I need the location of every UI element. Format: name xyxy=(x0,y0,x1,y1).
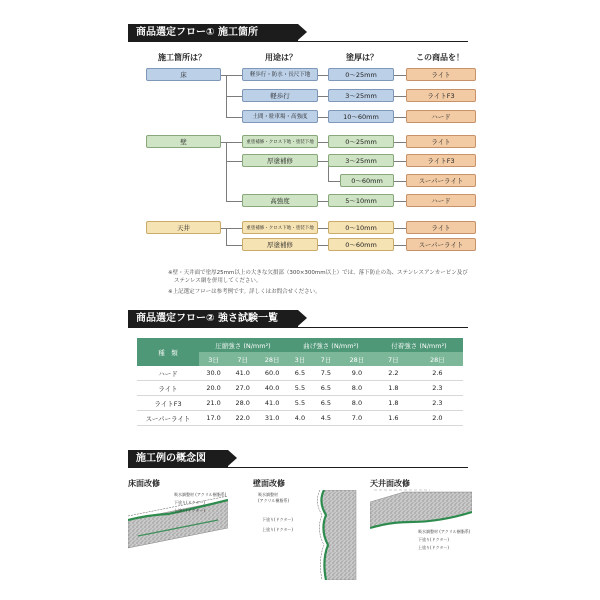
ceiling-label-2: 下塗り(ドクター) xyxy=(418,537,449,542)
use-box-5: 厚塗補修 xyxy=(242,154,318,167)
thickness-box-6: 0～60mm xyxy=(340,174,394,187)
section2-title: 商品選定フロー② 強さ試験一覧 xyxy=(136,313,278,324)
use-box-7: 重塗補修・クロス下地・塗装下地 xyxy=(242,221,318,234)
day-header: 28日 xyxy=(257,352,287,366)
thickness-box-2: 3～25mm xyxy=(328,89,394,102)
thickness-box-3: 10～60mm xyxy=(328,110,394,123)
thickness-box-1: 0～25mm xyxy=(328,68,394,81)
thickness-box-4: 0～25mm xyxy=(328,135,394,148)
table-cell: 5.5 xyxy=(287,396,313,411)
note-1b: ステンレス網を併用してください。 xyxy=(174,278,262,284)
table-row xyxy=(137,411,463,426)
day-header: 7日 xyxy=(228,352,257,366)
strength-table xyxy=(137,338,463,426)
table-row xyxy=(137,366,463,381)
table-cell: 8.0 xyxy=(339,396,375,411)
day-header: 28日 xyxy=(339,352,375,366)
table-cell: 41.0 xyxy=(257,396,287,411)
place-ceiling: 天井 xyxy=(146,221,221,234)
thickness-box-7: 5～10mm xyxy=(328,194,394,207)
product-box-6: スーパーライト xyxy=(406,174,476,187)
floor-label-3: 上塗り(ドクター) xyxy=(174,508,205,513)
table-cell: 4.0 xyxy=(287,411,313,426)
product-box-9: スーパーライト xyxy=(406,238,476,251)
wall-label-4: 上塗り(ドクター) xyxy=(262,527,293,532)
section3-title: 施工例の概念図 xyxy=(136,453,206,464)
header-use: 用途は？ xyxy=(265,53,297,62)
table-cell: 7.5 xyxy=(313,366,339,381)
table-cell: 21.0 xyxy=(199,396,228,411)
item-header: 種 類 xyxy=(137,338,199,366)
wall-label-1: 吸水調整材 xyxy=(258,492,278,497)
day-header: 28日 xyxy=(412,352,463,366)
section2-header xyxy=(128,310,298,327)
ceiling-label-1: 吸水調整材 (アクリル樹脂系) xyxy=(418,529,471,534)
row-name: スーパーライト xyxy=(137,411,199,426)
use-box-8: 厚塗補修 xyxy=(242,238,318,251)
floor-label-1: 吸水調整材 (アクリル樹脂系) xyxy=(174,492,227,497)
table-cell: 4.5 xyxy=(313,411,339,426)
table-cell: 2.3 xyxy=(412,381,463,396)
use-box-3: 土間・駐車場・高強度 xyxy=(242,110,318,123)
table-cell: 27.0 xyxy=(228,381,257,396)
day-header: 3日 xyxy=(199,352,228,366)
place-floor: 床 xyxy=(146,68,221,81)
table-cell: 9.0 xyxy=(339,366,375,381)
product-box-2: ライトF3 xyxy=(406,89,476,102)
table-cell: 30.0 xyxy=(199,366,228,381)
table-cell: 5.5 xyxy=(287,381,313,396)
section2-rule xyxy=(128,327,468,328)
table-cell: 31.0 xyxy=(257,411,287,426)
table-body xyxy=(137,366,463,426)
use-box-2: 軽歩行 xyxy=(242,89,318,102)
product-box-4: ライト xyxy=(406,135,476,148)
table-cell: 8.0 xyxy=(339,381,375,396)
diagram-wall-title: 壁面改修 xyxy=(253,479,285,488)
table-row xyxy=(137,396,463,411)
section1-rule xyxy=(128,41,468,42)
table-cell: 20.0 xyxy=(199,381,228,396)
header-product: この商品を！ xyxy=(416,53,464,62)
day-header: 7日 xyxy=(375,352,412,366)
table-row xyxy=(137,381,463,396)
row-name: ハード xyxy=(137,366,199,381)
table-cell: 2.2 xyxy=(375,366,412,381)
table-cell: 6.5 xyxy=(287,366,313,381)
thickness-box-5: 3～25mm xyxy=(328,154,394,167)
place-wall: 壁 xyxy=(146,135,221,148)
table-cell: 40.0 xyxy=(257,381,287,396)
section1-title: 商品選定フロー① 施工箇所 xyxy=(136,27,258,38)
wall-label-3: 下塗り(ドクター) xyxy=(262,517,293,522)
product-box-7: ハード xyxy=(406,194,476,207)
table-cell: 1.8 xyxy=(375,396,412,411)
note-2: ※上記選定フローは参考例です。詳しくはお問合せください。 xyxy=(168,289,321,295)
bending-header: 曲げ強さ (N/mm²) xyxy=(287,338,375,352)
row-name: ライト xyxy=(137,381,199,396)
adhesion-header: 付着強さ (N/mm²) xyxy=(375,338,463,352)
diagram-wall xyxy=(300,490,360,580)
table-cell: 7.0 xyxy=(339,411,375,426)
diagram-ceiling-title: 天井面改修 xyxy=(370,479,410,488)
table-cell: 1.6 xyxy=(375,411,412,426)
day-header: 3日 xyxy=(287,352,313,366)
thickness-box-9: 0～60mm xyxy=(328,238,394,251)
use-box-6: 高強度 xyxy=(242,194,318,207)
diagram-floor-title: 床面改修 xyxy=(128,479,160,488)
table-cell: 6.5 xyxy=(313,396,339,411)
day-header: 7日 xyxy=(313,352,339,366)
table-cell: 2.6 xyxy=(412,366,463,381)
product-box-3: ハード xyxy=(406,110,476,123)
ceiling-label-3: 上塗り(ドクター) xyxy=(418,545,449,550)
product-box-5: ライトF3 xyxy=(406,154,476,167)
row-name: ライトF3 xyxy=(137,396,199,411)
table-cell: 1.8 xyxy=(375,381,412,396)
header-thickness: 塗厚は？ xyxy=(346,53,378,62)
table-cell: 2.0 xyxy=(412,411,463,426)
thickness-box-8: 0～10mm xyxy=(328,221,394,234)
table-cell: 6.5 xyxy=(313,381,339,396)
product-box-8: ライト xyxy=(406,221,476,234)
header-place: 施工箇所は？ xyxy=(158,53,206,62)
table-cell: 22.0 xyxy=(228,411,257,426)
section3-rule xyxy=(128,467,468,468)
floor-label-2: 下塗り(ドクター) xyxy=(174,500,205,505)
use-box-1: 軽歩行・防水・長尺下地 xyxy=(242,68,318,81)
section1-header xyxy=(128,24,298,41)
note-1: ※壁・天井面で塗厚25mm以上の大きな欠損部（300×300mm以上）では、落下防止の為、ステンレスアンカーピン及び xyxy=(168,270,468,276)
section3-header xyxy=(128,450,228,467)
table-cell: 41.0 xyxy=(228,366,257,381)
table-cell: 28.0 xyxy=(228,396,257,411)
table-cell: 2.3 xyxy=(412,396,463,411)
table-cell: 17.0 xyxy=(199,411,228,426)
wall-label-2: (アクリル樹脂系) xyxy=(258,498,290,503)
compressive-header: 圧縮強さ (N/mm²) xyxy=(199,338,287,352)
table-cell: 60.0 xyxy=(257,366,287,381)
product-box-1: ライト xyxy=(406,68,476,81)
use-box-4: 重塗補修・クロス下地・塗装下地 xyxy=(242,135,318,148)
